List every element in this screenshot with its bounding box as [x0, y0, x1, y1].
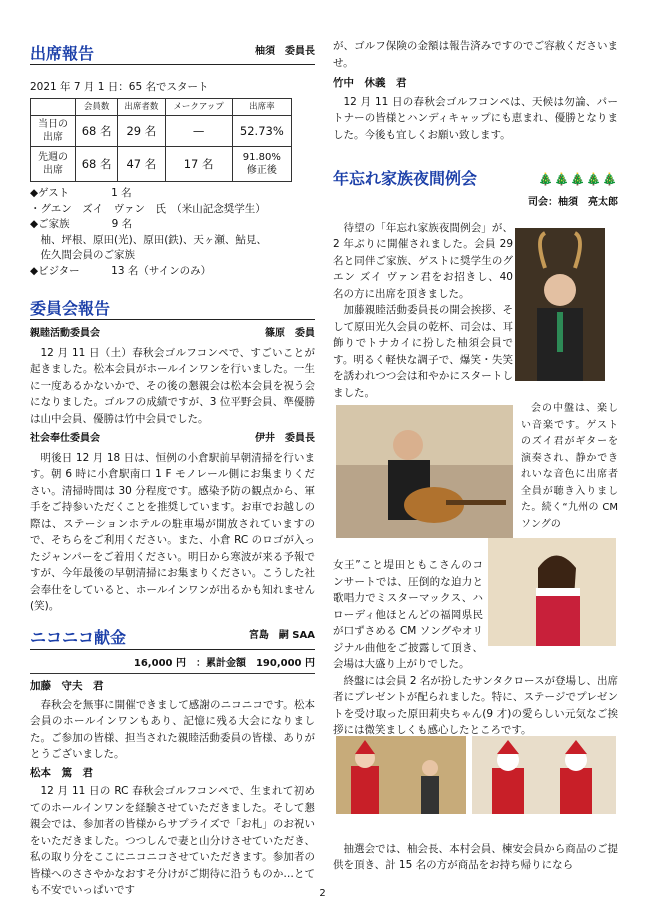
committee-header [30, 293, 315, 320]
left-column [30, 38, 315, 899]
list-item: ・グエン ズイ ヴァン 氏 （米山記念奨学生） [30, 202, 266, 215]
table-header: 出席者数 [118, 98, 165, 116]
sub-heading [30, 431, 315, 448]
sub-person: 伊井 委員長 [255, 433, 315, 444]
attendance-date: 2021 年 7 月 1 日：65 名でスタート [30, 81, 209, 93]
paragraph: 終盤には会員 2 名が扮したサンタクロースが登場し、出席者にプレゼントが配られました。特に、ステージでプレゼントを受け取った原田莉央ちゃん(9 才)の愛らしい元気なご挨拶には微笑ましくも感心したところです。 [333, 674, 618, 736]
host-photo-svg [515, 228, 605, 381]
list-item: 佐久間会員のご家族 [30, 249, 135, 261]
rate-cell: 52.73% [232, 116, 291, 147]
photo-santas [472, 736, 616, 814]
donor-name: 加藤 守夫 君 [30, 680, 104, 692]
paragraph: 加藤親睦活動委員長の開会挨拶、そして原田光久会員の乾杯、司会は、耳飾りでトナカイに扮した柚須会員です。明るく軽快な調子で、爆笑・失笑を誘われつつ会は和やかにスタートしました。 [333, 304, 513, 399]
santa-child-photo-svg [336, 736, 466, 814]
party-header [333, 163, 618, 189]
attendees-cell: 47 名 [118, 147, 165, 182]
page-number: 2 [319, 888, 326, 899]
paragraph: 会の中盤は、楽しい音楽です。ゲストのズイ君がギターを演奏され、静かできれいな音色に出席者全員が聴き入りました。続く“九州の CM ソングの [521, 403, 618, 530]
attendance-reporter: 柚須 委員長 [255, 45, 315, 57]
table-row [31, 116, 292, 147]
row-label: 先週の 出席 [31, 147, 76, 182]
attendance-header [30, 38, 315, 65]
paragraph: 明後日 12 月 18 日は、恒例の小倉駅前早朝清掃を行います。朝 6 時に小倉駅南口 1 F モノレール側にお集まりください。清掃時間は 30 分程度です。感染予防の観点から、軍手をご持参いただくことを推奨しています。お車でお越しの際は、ステーションホテルの駐車場が開放されていますので、そちらをご利用ください。また、小倉 RC のロゴが入ったジャンパーをご着用ください。明日から寒波が来る予報ですが、今年最後の早朝清掃にお集まりください。こうした社会奉仕をしていると、ホールインワンが出るかも知れません(笑)。 [30, 451, 315, 612]
paragraph: 女王”こと堤田ともこさんのコンサートでは、圧倒的な迫力と歌唱力でミスターマックス、ハローディ他ほとんどの福岡県民が口ずさめる CM ソングやオリジナル曲他をご披露して頂き、会場は大盛り上がりでした。 [333, 559, 483, 670]
singer-photo-svg [488, 538, 616, 646]
santas-photo-svg [472, 736, 616, 814]
row-label: 当日の 出席 [31, 116, 76, 147]
nikoniko-header [30, 623, 315, 650]
amount-text: 16,000 円 ：累計金額 190,000 円 [133, 657, 315, 669]
makeup-cell: — [165, 116, 232, 147]
sub-person: 篠原 委員 [265, 328, 315, 339]
paragraph: が、ゴルフ保険の金額は報告済みですのでご容赦くださいませ。 [333, 40, 618, 69]
photo-singer [488, 538, 616, 646]
attendance-title: 出席報告 [30, 43, 95, 63]
attendees-cell: 29 名 [118, 116, 165, 147]
members-cell: 68 名 [76, 147, 118, 182]
ornament-icon: 🎄🎄🎄🎄🎄 [538, 171, 618, 186]
rate-cell: 91.80% 修正後 [232, 147, 291, 182]
nikoniko-title: ニコニコ献金 [30, 628, 127, 647]
photo-host-reindeer [515, 228, 605, 381]
attendance-list [30, 186, 315, 279]
attendance-table [30, 98, 292, 183]
donor-name: 竹中 休義 君 [333, 77, 407, 89]
paragraph: 12 月 11 日（土）春秋会ゴルフコンペで、すごいことが起きました。松本会員がホールインワンを行いました。一生に一度あるかないかで、その後の懇親会は松本会員を祝う会になりました。ゴルフの成績ですが、3 位平野会員、準優勝は山中会員、優勝は竹中会員でした。 [30, 346, 315, 425]
paragraph: 抽選会では、柚会長、本村会員、楝安会員から商品のご提供を頂き、計 15 名の方が商品をお持ち帰りになら [333, 842, 618, 871]
list-item: ◆ゲスト 1 名 [30, 187, 132, 199]
photo-guitarist [336, 405, 513, 538]
party-title: 年忘れ家族夜間例会 [333, 168, 478, 188]
paragraph: 12 月 11 日の RC 春秋会ゴルフコンペで、生まれて初めてのホールインワンを経験させていただきました。そして懇親会では、参加者の皆様からサプライズで「お札」のお祝いをいただきました。つつしんで妻と山分けさせていただき、私の取り分をここにニコニコさせていただきます。参加者の皆様へのささやかなおすそ分けがご期待に沿うものか…とても不安でいっぱいです [30, 785, 315, 896]
table-header: メークアップ [165, 98, 232, 116]
paragraph: 待望の「年忘れ家族夜間例会」が、2 年ぶりに開催されました。会員 29 名と同伴ご家族、ゲストに奨学生のグエン ズイ ヴァン君をお招きし、40 名の方に出席を頂きました。 [333, 221, 513, 300]
list-item: ◆ご家族 9 名 [30, 218, 133, 230]
table-header [31, 98, 76, 116]
table-header: 会員数 [76, 98, 118, 116]
sub-title: 社会奉仕委員会 [30, 433, 100, 444]
table-row [31, 147, 292, 182]
party-host: 司会：柚須 亮太郎 [528, 197, 618, 208]
members-cell: 68 名 [76, 116, 118, 147]
donation-amount [30, 656, 315, 675]
committee-title: 委員会報告 [30, 298, 111, 318]
table-header: 出席率 [232, 98, 291, 116]
sub-title: 親睦活動委員会 [30, 328, 100, 339]
nikoniko-reporter: 宮島 嗣 SAA [248, 630, 315, 641]
paragraph: 12 月 11 日の春秋会ゴルフコンペは、天候は勿論、パートナーの皆様とハンディキャップにも恵まれ、優勝となりました。今後も宜しくお願い致します。 [333, 95, 618, 141]
guitarist-photo-svg [336, 405, 513, 538]
donor-name: 松本 篤 君 [30, 766, 93, 779]
list-item: ◆ビジター 13 名（サインのみ） [30, 264, 212, 277]
paragraph: 春秋会を無事に開催できまして感謝のニコニコです。松本会員のホールインワンもあり、記憶に残る大会になりました。ご参加の皆様、担当された親睦活動委員の皆様、ありがとうございました。 [30, 698, 315, 760]
photo-santa-child [336, 736, 466, 814]
makeup-cell: 17 名 [165, 147, 232, 182]
sub-heading [30, 326, 315, 343]
list-item: 柚、坪根、原田(光)、原田(鉄)、天ヶ瀬、鮎見、 [30, 233, 267, 246]
